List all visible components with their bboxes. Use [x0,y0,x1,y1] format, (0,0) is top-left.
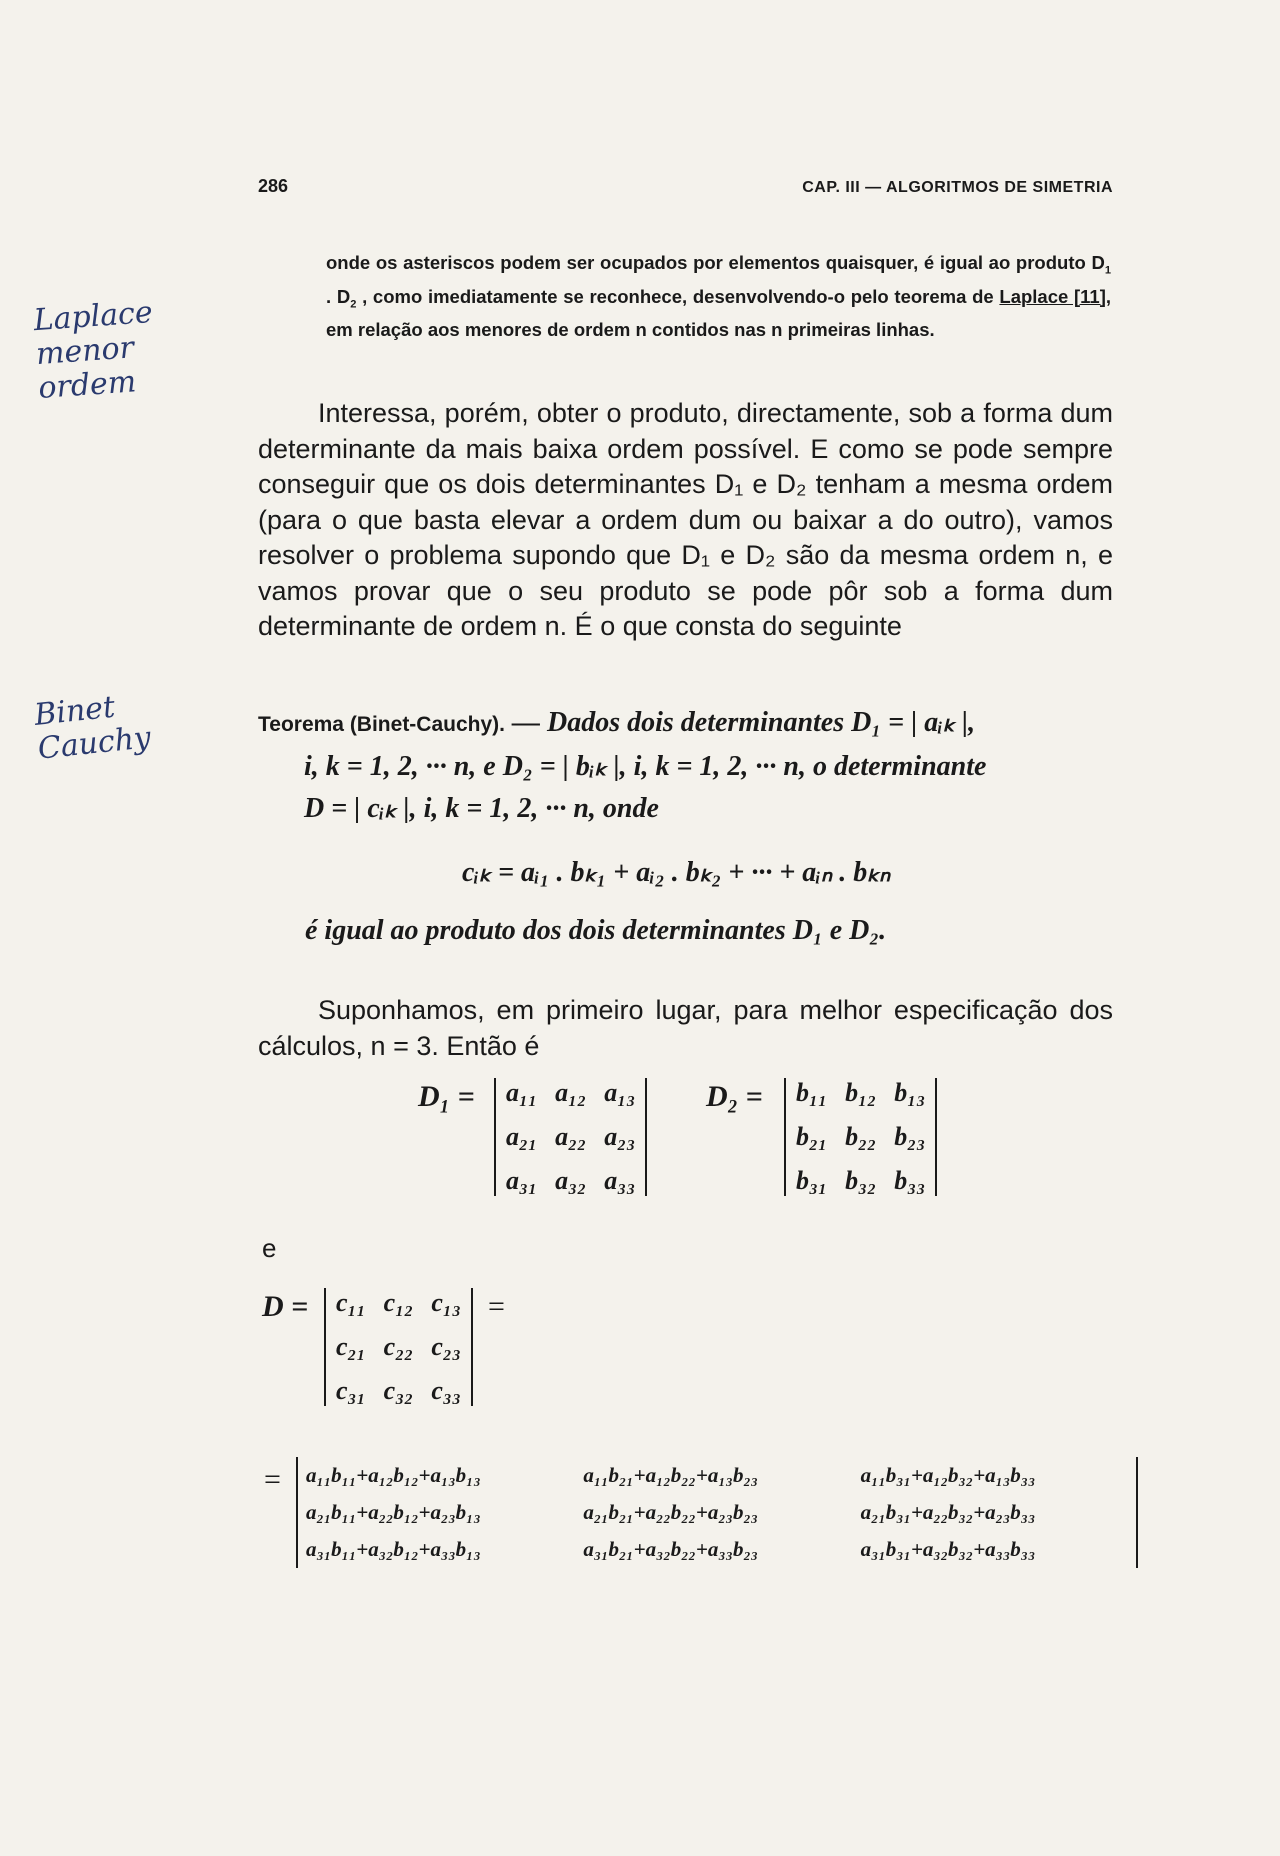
d1-cell: a₃₁ [506,1166,538,1195]
page-number: 286 [258,176,289,196]
theorem-lead: Teorema (Binet-Cauchy). [258,713,505,736]
d2-cell: b₃₃ [894,1166,926,1195]
chapter-title: CAP. III — ALGORITMOS DE SIMETRIA [802,179,1113,196]
paragraph-2: Suponhamos, em primeiro lugar, para melhor especificação dos cálculos, n = 3. Então é [258,995,1113,1061]
expanded-determinant [296,1457,1138,1568]
theorem-formula: cᵢₖ = aᵢ₁ . bₖ₁ + aᵢ₂ . bₖ₂ + ··· + aᵢₙ . bₖₙ [462,857,891,888]
theorem-line-1: — Dados dois determinantes D₁ = | aᵢₖ |, [505,707,976,738]
d2-cell: b₁₂ [845,1078,877,1107]
intro-text-4: , em relação aos menores de ordem n contidos nas n primeiras linhas. [326,285,1112,341]
d1-cell: a₁₁ [506,1078,538,1107]
margin-note-ordem: ordem [37,364,138,407]
d1-cell: a₂₂ [555,1122,587,1151]
expanded-cell: a₃₁b₁₁+a₃₂b₁₂+a₃₃b₁₃ [306,1537,481,1561]
d-cell: c₂₃ [431,1332,462,1361]
expanded-cell: a₂₁b₁₁+a₂₂b₁₂+a₂₃b₁₃ [306,1500,481,1524]
margin-note-binet: Binet [32,689,117,733]
d2-cell: b₁₁ [796,1078,828,1107]
expanded-cell: a₃₁b₂₁+a₃₂b₂₂+a₃₃b₂₃ [583,1537,759,1561]
and-word: e [262,1233,277,1263]
theorem-line-2: i, k = 1, 2, ··· n, e D₂ = | bᵢₖ |, i, k = 1, 2, ··· n, o determinante [304,751,987,782]
margin-note-1 [33,296,159,406]
d2-cell: b₂₁ [796,1122,828,1151]
d-cell: c₃₂ [383,1376,414,1405]
d-cell: c₁₃ [431,1288,462,1317]
d2-cell: b₁₃ [894,1078,926,1107]
d1-determinant [494,1078,647,1196]
d-cell: c₃₃ [431,1376,462,1405]
margin-note-laplace: Laplace [32,294,154,339]
d2-cell: b₂₃ [894,1122,926,1151]
d-label: D = [262,1290,309,1323]
intro-text-3: , como imediatamente se reconhece, desenvolvendo-o pelo teorema de [356,285,1000,307]
d1-cell: a₃₂ [555,1166,587,1195]
d-cell: c₃₁ [336,1376,366,1405]
d-equals: = [488,1290,505,1323]
intro-paragraph [326,250,1111,343]
expanded-cell: a₁₁b₃₁+a₁₂b₃₂+a₁₃b₃₃ [860,1463,1036,1487]
expanded-cell: a₂₁b₃₁+a₂₂b₃₂+a₂₃b₃₃ [860,1500,1036,1524]
expanded-cell: a₁₁b₁₁+a₁₂b₁₂+a₁₃b₁₃ [306,1463,481,1487]
intro-text-2: . D [326,285,351,307]
d-cell: c₁₂ [383,1288,414,1317]
margin-note-2 [33,687,153,766]
d1-cell: a₁₂ [555,1078,587,1107]
d-cell: c₂₁ [336,1332,366,1361]
d-cell: c₂₂ [383,1332,414,1361]
intro-sub-2: 2 [350,298,357,311]
intro-sub-1: 1 [1104,264,1111,277]
d2-determinant [784,1078,937,1196]
d2-cell: b₂₂ [845,1122,877,1151]
margin-note-cauchy: Cauchy [36,720,153,767]
expanded-cell: a₂₁b₂₁+a₂₂b₂₂+a₂₃b₂₃ [583,1500,759,1524]
intro-text-1: onde os asteriscos podem ser ocupados por elementos quaisquer, é igual ao produto D [326,252,1105,273]
paragraph-1: Interessa, porém, obter o produto, directamente, sob a forma dum determinante da mais baixa ordem possível. E como se pode sempre conseguir que os dois determinantes D₁ e D₂ tenham a mesma ordem (para o que basta elevar a ordem dum ou baixar a do outro), vamos resolver o problema supondo que D₁ e D₂ são da mesma ordem n, e vamos provar que o seu produto se pode pôr sob a forma dum determinante de ordem n. É o que consta do seguinte [258,398,1113,641]
d2-label: D₂ = [706,1080,763,1113]
d1-cell: a₂₁ [506,1122,538,1151]
d-cell: c₁₁ [336,1288,366,1317]
d-determinant [324,1288,473,1406]
laplace-reference: Laplace [11] [999,285,1106,307]
d1-cell: a₁₃ [604,1078,636,1107]
expanded-cell: a₁₁b₂₁+a₁₂b₂₂+a₁₃b₂₃ [583,1463,759,1487]
margin-note-menor: menor [34,330,136,373]
page-header [258,176,1113,197]
expanded-equals: = [264,1463,281,1496]
theorem-conclusion: é igual ao produto dos dois determinantes D₁ e D₂. [305,915,887,946]
theorem-block [258,702,1118,830]
d1-cell: a₃₃ [604,1166,636,1195]
d1-cell: a₂₃ [604,1122,636,1151]
expanded-cell: a₃₁b₃₁+a₃₂b₃₂+a₃₃b₃₃ [860,1537,1036,1561]
theorem-line-3: D = | cᵢₖ |, i, k = 1, 2, ··· n, onde [304,793,659,824]
d2-cell: b₃₁ [796,1166,828,1195]
d1-label: D₁ = [418,1080,475,1113]
d2-cell: b₃₂ [845,1166,877,1195]
